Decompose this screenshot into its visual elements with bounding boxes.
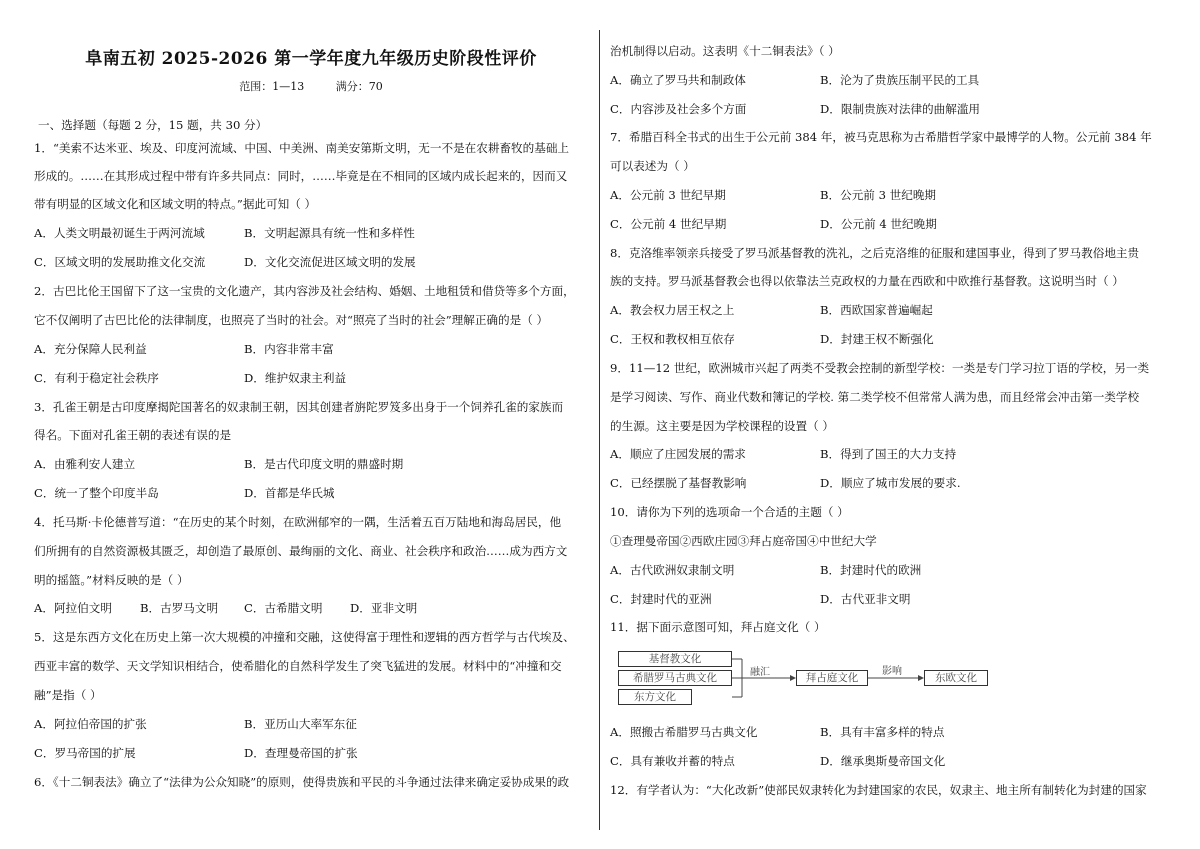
exam-full-score: 满分：70 (335, 80, 383, 93)
question-3-option-d: D．首都是华氏城 (244, 486, 335, 500)
question-2-option-a: A．充分保障人民利益 (34, 342, 147, 356)
merge-label: 融汇 (750, 667, 770, 678)
question-3-option-a: A．由雅利安人建立 (34, 457, 136, 471)
question-4-option-a: A．阿拉伯文明 (34, 601, 112, 615)
question-4-option-b: B．古罗马文明 (140, 601, 219, 615)
question-1-line-3: 带有明显的区域文化和区域文明的特点。”据此可知（ ） (34, 197, 317, 211)
question-7-option-c: C．公元前 4 世纪早期 (610, 217, 727, 231)
question-9-option-b: B．得到了国王的大力支持 (820, 447, 957, 461)
question-5-option-c: C．罗马帝国的扩展 (34, 746, 136, 760)
question-9-option-c: C．已经摆脱了基督教影响 (610, 476, 747, 490)
question-4-line-3: 明的摇篮。”材料反映的是（ ） (34, 573, 189, 587)
question-11-option-c: C．具有兼收并蓄的特点 (610, 754, 735, 768)
question-4-option-c: C．古希腊文明 (244, 601, 323, 615)
question-4-line-2: 们所拥有的自然资源极其匮乏，却创造了最原创、最绚丽的文化、商业、社会秩序和政治……成为西方文 (34, 544, 568, 558)
column-divider (599, 30, 600, 830)
question-7-option-d: D．公元前 4 世纪晚期 (820, 217, 937, 231)
question-5-line-1: 5．这是东西方文化在历史上第一次大规模的冲撞和交融，这使得富于理性和逻辑的西方哲学与古代埃及、 (34, 630, 575, 644)
question-5-option-d: D．查理曼帝国的扩张 (244, 746, 358, 760)
question-8-option-c: C．王权和教权相互依存 (610, 332, 735, 346)
exam-info (30, 78, 592, 94)
target-box-eastern-europe: 东欧文化 (924, 670, 988, 686)
question-7-option-a: A．公元前 3 世纪早期 (610, 188, 726, 202)
question-1-line-1: 1．“美索不达米亚、埃及、印度河流域、中国、中美洲、南美安第斯文明，无一不是在农耕畜牧的基础上 (34, 141, 570, 155)
question-8-option-b: B．西欧国家普遍崛起 (820, 303, 933, 317)
section-heading: 一、选择题（每题 2 分，15 题，共 30 分） (38, 118, 268, 132)
question-11-option-a: A．照搬古希腊罗马古典文化 (610, 725, 758, 739)
question-8-line-2: 族的支持。罗马派基督教会也得以依靠法兰克政权的力量在西欧和中欧推行基督教。这说明当时（ ） (610, 274, 1124, 288)
question-2-option-d: D．维护奴隶主利益 (244, 371, 347, 385)
culture-flow-diagram (618, 650, 988, 710)
question-8-line-1: 8．克洛维率领亲兵接受了罗马派基督教的洗礼，之后克洛维的征服和建国事业，得到了罗马教俗地主贵 (610, 246, 1140, 260)
question-1-option-b: B．文明起源具有统一性和多样性 (244, 226, 415, 240)
question-1-option-a: A．人类文明最初诞生于两河流域 (34, 226, 205, 240)
question-5-line-3: 融”是指（ ） (34, 688, 102, 702)
question-11-option-b: B．具有丰富多样的特点 (820, 725, 945, 739)
question-7-option-b: B．公元前 3 世纪晚期 (820, 188, 937, 202)
question-3-option-b: B．是古代印度文明的鼎盛时期 (244, 457, 404, 471)
question-2-line-1: 2．古巴比伦王国留下了这一宝贵的文化遗产，其内容涉及社会结构、婚姻、土地租赁和借贷等多个方面， (34, 284, 575, 298)
question-9-line-1: 9．11—12 世纪，欧洲城市兴起了两类不受教会控制的新型学校：一类是专门学习拉丁语的学校，另一类 (610, 361, 1150, 375)
question-10-option-b: B．封建时代的欧洲 (820, 563, 922, 577)
question-1-option-c: C．区域文明的发展助推文化交流 (34, 255, 206, 269)
question-3-line-2: 得名。下面对孔雀王朝的表述有误的是 (34, 428, 232, 442)
question-8-option-a: A．教会权力居王权之上 (610, 303, 735, 317)
question-11-option-d: D．继承奥斯曼帝国文化 (820, 754, 946, 768)
question-6-option-c: C．内容涉及社会多个方面 (610, 102, 747, 116)
question-1-option-d: D．文化交流促进区域文明的发展 (244, 255, 416, 269)
source-box-classical: 希腊罗马古典文化 (618, 670, 732, 686)
question-9-line-3: 的生源。这主要是因为学校课程的设置（ ） (610, 419, 834, 433)
question-10-items: ①查理曼帝国②西欧庄园③拜占庭帝国④中世纪大学 (610, 534, 877, 548)
question-4-option-d: D．亚非文明 (350, 601, 418, 615)
source-box-christian: 基督教文化 (618, 651, 732, 667)
question-6-option-d: D．限制贵族对法律的曲解滥用 (820, 102, 981, 116)
effect-label: 影响 (882, 666, 902, 677)
question-3-option-c: C．统一了整个印度半岛 (34, 486, 159, 500)
question-10-option-d: D．古代亚非文明 (820, 592, 911, 606)
question-12-line-1: 12．有学者认为：“大化改新”使部民奴隶转化为封建国家的农民，奴隶主、地主所有制转化为封建的国家 (610, 783, 1147, 797)
question-2-option-c: C．有利于稳定社会秩序 (34, 371, 159, 385)
question-11-line-1: 11．据下面示意图可知，拜占庭文化（ ） (610, 620, 826, 634)
question-10-option-c: C．封建时代的亚洲 (610, 592, 712, 606)
question-9-option-d: D．顺应了城市发展的要求. (820, 476, 961, 490)
exam-range: 范围：1—13 (239, 80, 305, 93)
question-4-line-1: 4．托马斯·卡伦德普写道：“在历史的某个时刻，在欧洲郁窄的一隅，生活着五百万陆地和海岛居民，他 (34, 515, 562, 529)
question-9-option-a: A．顺应了庄园发展的需求 (610, 447, 746, 461)
question-6-line-1: 6．《十二铜表法》确立了“法律为公众知晓”的原则，使得贵族和平民的斗争通过法律来确定妥协成果的政 (34, 775, 570, 789)
page-title: 阜南五初 2025-2026 第一学年度九年级历史阶段性评价 (85, 49, 537, 69)
question-1-line-2: 形成的。……在其形成过程中带有许多共同点：同时，……毕竟是在不相同的区域内成长起来的，因而又 (34, 169, 568, 183)
question-5-option-b: B．亚历山大率军东征 (244, 717, 357, 731)
question-7-line-2: 可以表述为（ ） (610, 159, 695, 173)
question-5-line-2: 西亚丰富的数学、天文学知识相结合，使希腊化的自然科学发生了突飞猛进的发展。材料中的“冲撞和交 (34, 659, 562, 673)
question-6-option-a: A．确立了罗马共和制政体 (610, 73, 746, 87)
question-6-option-b: B．沦为了贵族压制平民的工具 (820, 73, 980, 87)
question-5-option-a: A．阿拉伯帝国的扩张 (34, 717, 147, 731)
source-box-eastern: 东方文化 (618, 689, 692, 705)
question-7-line-1: 7．希腊百科全书式的出生于公元前 384 年，被马克思称为古希腊哲学家中最博学的人物。公元前 384 年 (610, 130, 1152, 144)
question-2-line-2: 它不仅阐明了古巴比伦的法律制度，也照亮了当时的社会。对“照亮了当时的社会”理解正确的是（ ） (34, 313, 549, 327)
question-9-line-2: 是学习阅读、写作、商业代数和簿记的学校. 第二类学校不但常常人满为患，而且经常会冲击第一类学校 (610, 390, 1140, 404)
center-box-byzantine: 拜占庭文化 (796, 670, 868, 686)
question-2-option-b: B．内容非常丰富 (244, 342, 334, 356)
question-10-option-a: A．古代欧洲奴隶制文明 (610, 563, 735, 577)
question-6-line-2: 治机制得以启动。这表明《十二铜表法》（ ） (610, 44, 840, 58)
question-3-line-1: 3．孔雀王朝是古印度摩揭陀国著名的奴隶制王朝，因其创建者旃陀罗笈多出身于一个饲养孔雀的家族而 (34, 400, 564, 414)
question-8-option-d: D．封建王权不断强化 (820, 332, 934, 346)
question-10-line-1: 10．请你为下列的选项命一个合适的主题（ ） (610, 505, 849, 519)
